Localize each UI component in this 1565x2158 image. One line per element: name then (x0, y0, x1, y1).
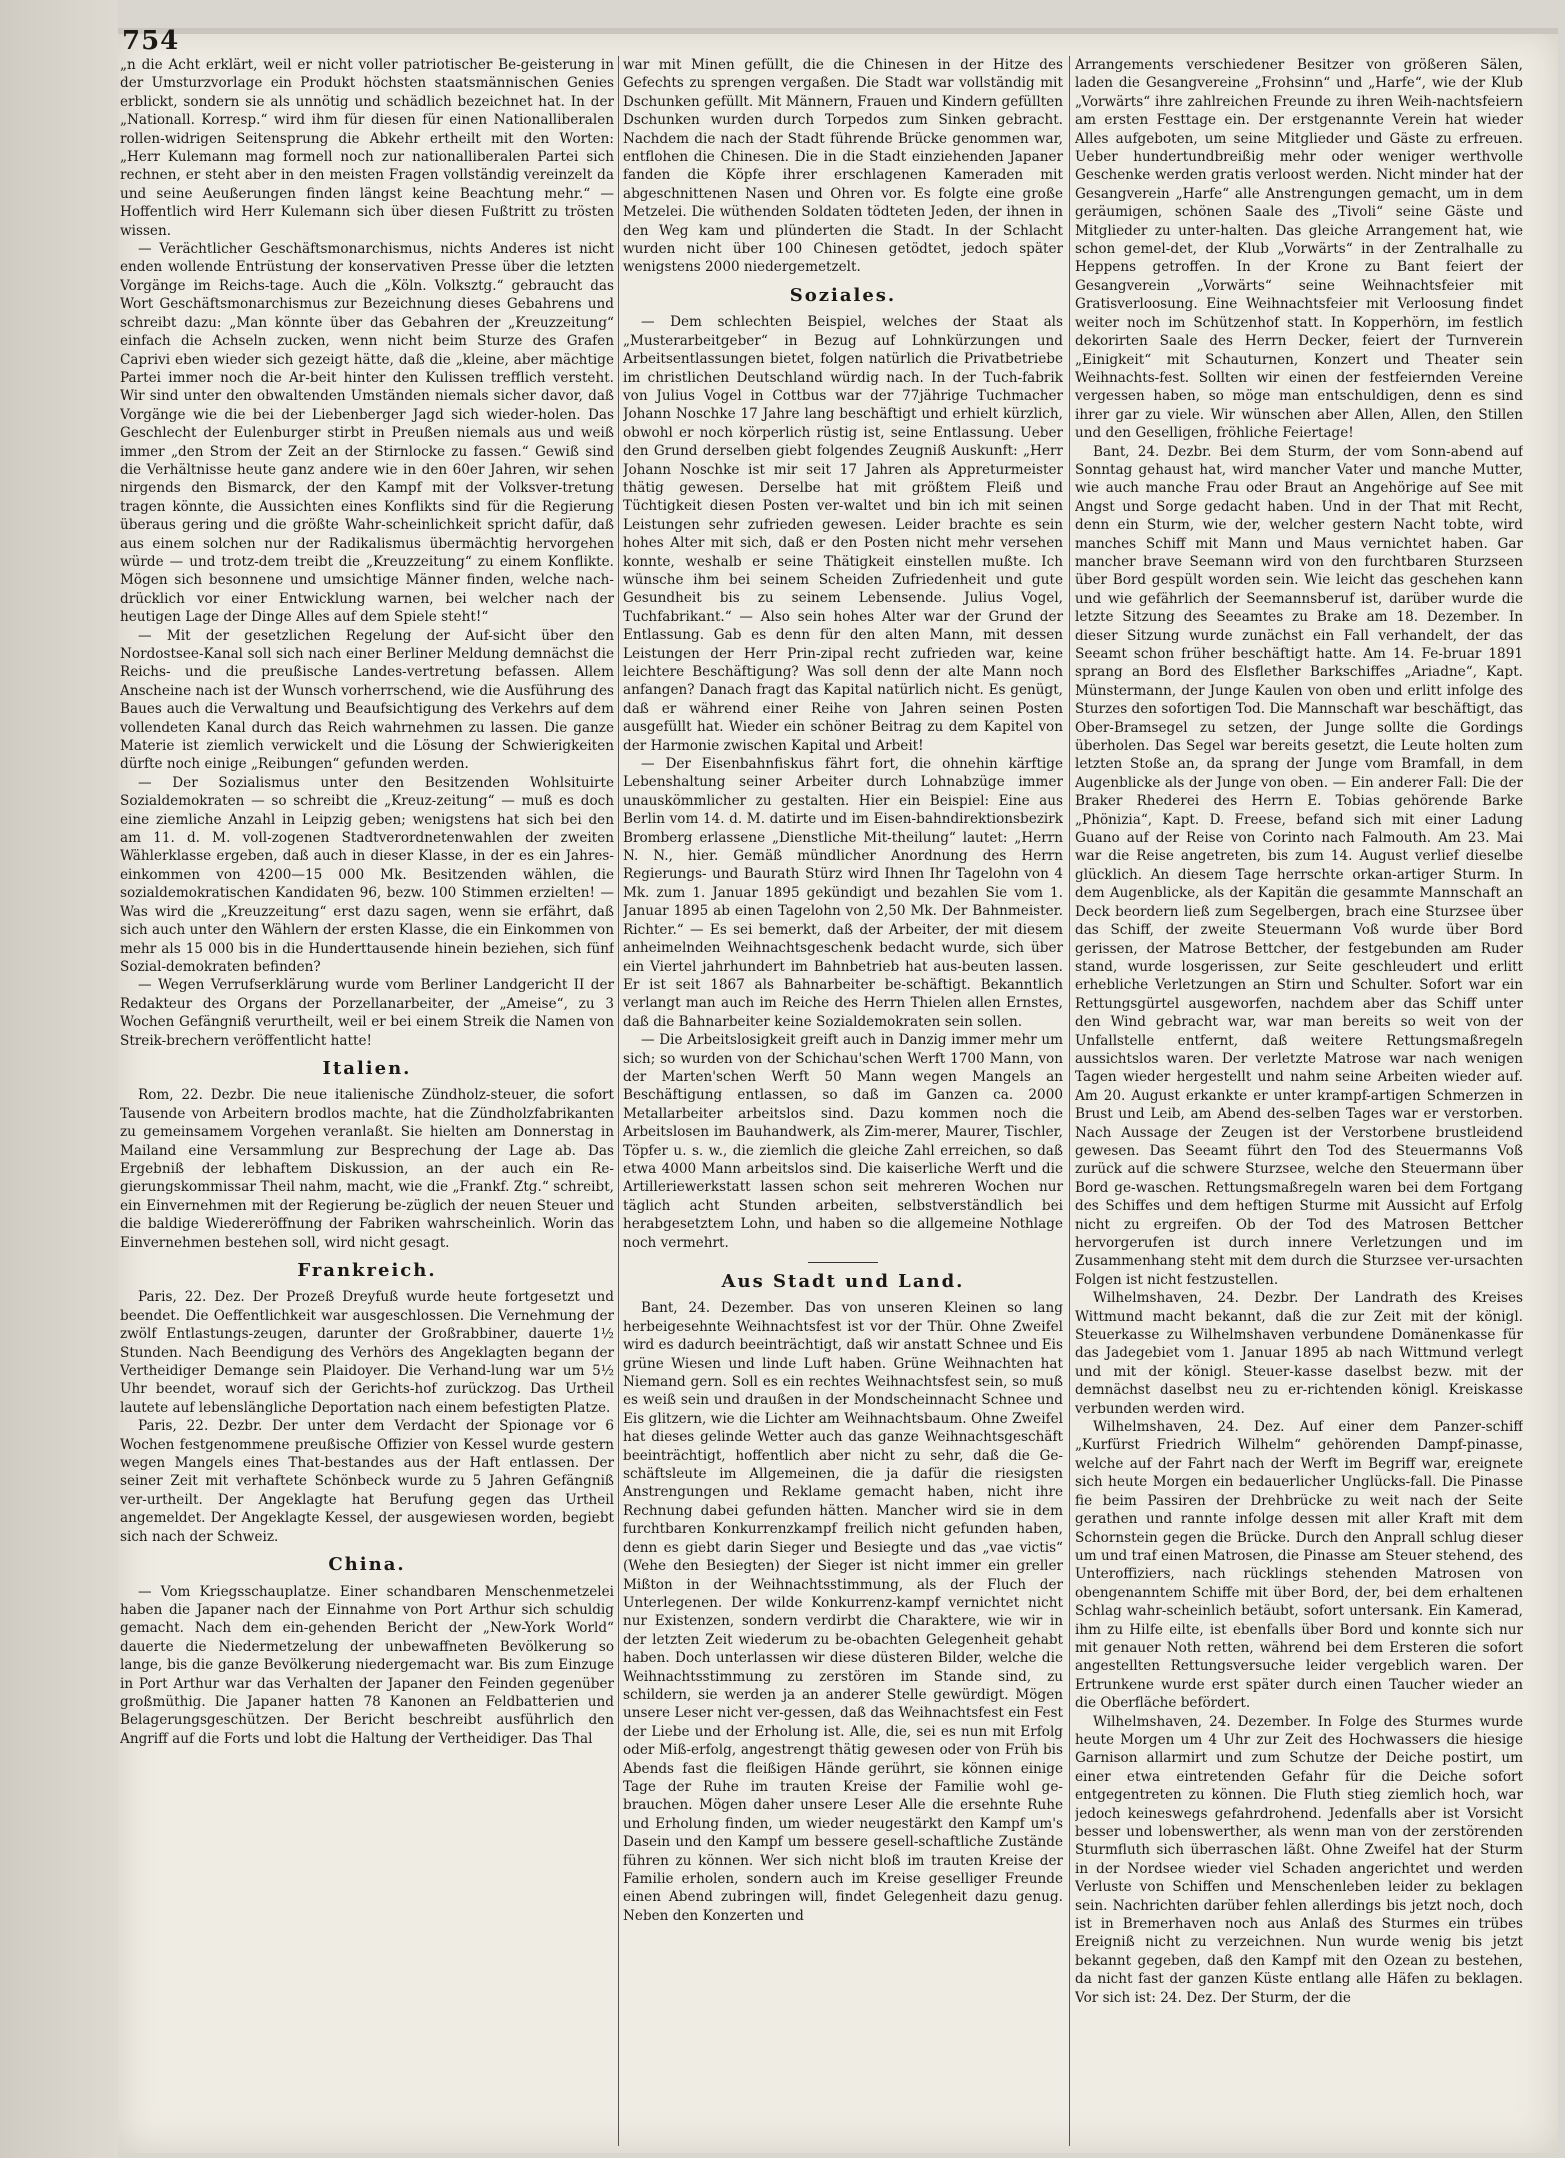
article-paragraph: „n die Acht erklärt, weil er nicht voller patriotischer Be-geisterung in der Umsturzvorlage ein Produkt höchsten staatsmännischen Genies erblickt, sondern sie als unnötig und schädlich bezeichnet hat. In der „Nationall. Korresp.“ wird ihm für diesen für einen Nationalliberalen rollen-widrigen Seitensprung die Abkehr ertheilt mit den Worten: „Herr Kulemann mag formell noch zur nationalliberalen Partei sich rechnen, er steht aber in den meisten Fragen vollständig vereinzelt da und seine Aeußerungen finden längst keine Beachtung mehr.“ — Hoffentlich wird Herr Kulemann sich über diesen Fußtritt zu trösten wissen. (120, 57, 614, 239)
column-3 (1075, 56, 1523, 2146)
section-heading: Frankreich. (297, 1260, 437, 1281)
article-paragraph: — Dem schlechten Beispiel, welches der Staat als „Musterarbeitgeber“ in Bezug auf Lohnkürzungen und Arbeitsentlassungen bietet, folgen natürlich die Privatbetriebe im christlichen Deutschland würdig nach. In der Tuch-fabrik von Julius Vogel in Cottbus war der 77jährige Tuchmacher Johann Noschke 17 Jahre lang beschäftigt und erhielt kürzlich, obwohl er noch körperlich rüstig ist, seine Entlassung. Ueber den Grund derselben giebt folgendes Zeugniß Auskunft: „Herr Johann Noschke ist mir seit 17 Jahren als Appreturmeister thätig gewesen. Derselbe hat mit größtem Fleiß und Tüchtigkeit diesen Posten ver-waltet und bin ich mit seinen Leistungen sehr zufrieden gewesen. Leider brachte es sein hohes Alter mit sich, daß er den Posten nicht mehr versehen konnte, weshalb er seine Thätigkeit einstellen mußte. Ich wünsche ihm bei seinem Scheiden Zufriedenheit und gute Gesundheit bis zu seinem Lebensende. Julius Vogel, Tuchfabrikant.“ — Also sein hohes Alter war der Grund der Entlassung. Gab es denn für den alten Mann, mit dessen Leistungen der Herr Prin-zipal recht zufrieden war, keine leichtere Beschäftigung? Was soll denn der alte Mann noch anfangen? Danach fragt das Kapital natürlich nicht. Es genügt, daß er während einer Reihe von Jahren seinen Posten ausgefüllt hat. Wieder ein schöner Beitrag zu dem Kapitel von der Harmonie zwischen Kapital und Arbeit! (623, 314, 1063, 754)
page-number: 754 (122, 26, 180, 56)
section-separator (808, 1262, 878, 1263)
article-paragraph: Bant, 24. Dezember. Das von unseren Kleinen so lang herbeigesehnte Weihnachtsfest ist vor der Thür. Ohne Zweifel wird es dadurch beeinträchtigt, daß wir anstatt Schnee und Eis grüne Wiesen und linde Luft haben. Grüne Weihnachten hat Niemand gern. Soll es ein rechtes Weihnachtsfest sein, so muß es weiß sein und draußen in der Mondscheinnacht Schnee und Eis glitzern, wie die Lichter am Weihnachtsbaum. Ohne Zweifel hat dieses gelinde Wetter auch das ganze Weihnachtsgeschäft beeinträchtigt, hoffentlich aber nicht zu sehr, daß die Ge-schäftsleute im Allgemeinen, die ja dafür die riesigsten Anstrengungen und Reklame gemacht haben, nicht ihre Rechnung dabei gefunden hätten. Mancher wird sie in dem furchtbaren Konkurrenzkampf freilich nicht gefunden haben, denn es giebt darin Sieger und Besiegte und das „vae victis“ (Wehe den Besiegten) der Sieger ist nicht immer ein greller Mißton in der Weihnachtsstimmung, als der Fluch der Unterlegenen. Der wilde Konkurrenz-kampf vernichtet nicht nur Existenzen, sondern verdirbt die Charaktere, wie wir in der letzten Zeit wiederum zu be-obachten Gelegenheit gehabt haben. Doch unterlassen wir diese düsteren Bilder, welche die Weihnachtsstimmung zu zerstören im Stande sind, zu schildern, sie werden ja an anderer Stelle gewürdigt. Mögen unsere Leser nicht ver-gessen, daß das Weihnachtsfest ein Fest der Liebe und der Erholung ist. Alle, die, sei es nun mit Erfolg oder Miß-erfolg, angestrengt thätig gewesen oder von Früh bis Abends fast die fleißigen Hände gerührt, sie können einige Tage der Ruhe im trauten Kreise der Familie wohl ge-brauchen. Mögen daher unsere Leser Alle die ersehnte Ruhe und Erholung finden, um wieder neugestärkt den Kampf um's Dasein und den Kampf um bessere gesell-schaftliche Zustände führen zu können. Wer sich nicht bloß im trauten Kreise der Familie erholen, sondern auch im Kreise geselliger Freunde einen Abend zubringen will, findet Gelegenheit dazu genug. Neben den Konzerten und (623, 1300, 1063, 1924)
article-paragraph: Rom, 22. Dezbr. Die neue italienische Zündholz-steuer, die sofort Tausende von Arbeitern brodlos machte, hat die Zündholzfabrikanten zu gemeinsamem Vorgehen veranlaßt. Sie hielten am Donnerstag in Mailand eine Versammlung zur Besprechung der Lage ab. Das Ergebniß der lebhaftem Diskussion, an der auch ein Re-gierungskommissar Theil nahm, macht, wie die „Frankf. Ztg.“ schreibt, ein Einvernehmen mit der Regierung be-züglich der neuen Steuer und die baldige Wiedereröffnung der Fabriken wahrscheinlich. Worin das Einvernehmen bestehen soll, wird nicht gesagt. (120, 1087, 614, 1251)
scan-margin (0, 0, 118, 2158)
article-paragraph: — Mit der gesetzlichen Regelung der Auf-sicht über den Nordostsee-Kanal soll sich nach einer Berliner Meldung demnächst die Reichs- und die preußische Landes-vertretung befassen. Allem Anscheine nach ist der Wunsch vorherrschend, wie die Ausführung des Baues auch die Verwaltung und Beaufsichtigung des Verkehrs auf dem vollendeten Kanal durch das Reich wahrnehmen zu lassen. Die ganze Materie ist ziemlich verwickelt und die Lösung der Schwierigkeiten dürfte noch einige „Reibungen“ gefunden werden. (120, 627, 614, 773)
column-divider-1 (618, 56, 619, 2146)
article-paragraph: Wilhelmshaven, 24. Dezember. In Folge des Sturmes wurde heute Morgen um 4 Uhr zur Zeit des Hochwassers die hiesige Garnison allarmirt und zum Schutze der Deiche postirt, um einer etwa eintretenden Gefahr für die Deiche sofort entgegentreten zu können. Die Fluth stieg ziemlich hoch, war jedoch keineswegs gefahrdrohend. Jedenfalls aber ist Vorsicht besser und lobenswerther, als wenn man von der zerstörenden Sturmfluth sich überraschen läßt. Ohne Zweifel hat der Sturm in der Nordsee wieder viel Schaden angerichtet und werden Verluste von Schiffen und Menschenleben leider zu beklagen sein. Nachrichten darüber fehlen allerdings bis jetzt noch, doch ist in Bremerhaven noch aus Anlaß des Sturmes ein trübes Ereigniß nicht zu verzeichnen. Nun wurde wenig bis jetzt bekannt gegeben, daß den Kampf mit den Ozean zu bestehen, da nicht fast der ganzen Küste entlang alle Häfen zu beklagen. Vor sich ist: 24. Dez. Der Sturm, der die (1075, 1713, 1523, 2006)
article-paragraph: — Wegen Verrufserklärung wurde vom Berliner Landgericht II der Redakteur des Organs der Porzellanarbeiter, der „Ameise“, zu 3 Wochen Gefängniß verurtheilt, weil er bei einem Streik die Namen von Streik-brechern veröffentlicht hatte! (120, 977, 614, 1049)
column-1 (120, 56, 614, 2146)
section-heading: Italien. (322, 1057, 412, 1079)
article-paragraph: — Der Sozialismus unter den Besitzenden Wohlsituirte Sozialdemokraten — so schreibt die „Kreuz-zeitung“ — muß es doch eine ziemliche Anzahl in Leipzig geben; wenigstens hat sich bei den am 11. d. M. voll-zogenen Stadtverordnetenwahlen der zweiten Wählerklasse ergeben, daß auch in dieser Klasse, in der es ein Jahres-einkommen von 4200—15 000 Mk. Besitzenden wählen, die sozialdemokratischen Kandidaten 96, bezw. 100 Stimmen erzielten! — Was wird die „Kreuzzeitung“ erst dazu sagen, wenn sie erfährt, daß sich auch unter den Wählern der ersten Klasse, die ein Einkommen von mehr als 15 000 bis in die Hunderttausende hinein beziehen, sich fünf Sozial-demokraten befinden? (120, 774, 614, 975)
section-heading: China. (328, 1554, 406, 1576)
article-paragraph: Paris, 22. Dezbr. Der unter dem Verdacht der Spionage vor 6 Wochen festgenommene preußische Offizier von Kessel wurde gestern wegen Mangels eines That-bestandes aus der Haft entlassen. Der seiner Zeit mit verhaftete Schönbeck wurde zu 5 Jahren Gefängniß ver-urtheilt. Der Angeklagte hat Berufung gegen das Urtheil angemeldet. Der Angeklagte Kessel, der ausgewiesen worden, begiebt sich nach der Schweiz. (120, 1418, 614, 1545)
article-paragraph: Paris, 22. Dez. Der Prozeß Dreyfuß wurde heute fortgesetzt und beendet. Die Oeffentlichkeit war ausgeschlossen. Die Vernehmung der zwölf Entlastungs-zeugen, darunter der Großrabbiner, dauerte 1½ Stunden. Nach Beendigung des Verhörs des Angeklagten begann der Vertheidiger Demange sein Plaidoyer. Die Verhand-lung war um 5½ Uhr beendet, worauf sich der Gerichts-hof zurückzog. Das Urtheil lautete auf lebenslängliche Deportation nach einem befestigten Platze. (120, 1289, 614, 1416)
article-paragraph: — Die Arbeitslosigkeit greift auch in Danzig immer mehr um sich; so wurden von der Schichau'schen Werft 1700 Mann, von der Marten'schen Werft 50 Mann wegen Mangels an Beschäftigung entlassen, so daß im Ganzen ca. 2000 Metallarbeiter arbeitslos sind. Dazu kommen noch die Arbeitslosen im Bauhandwerk, als Zim-merer, Maurer, Tischler, Töpfer u. s. w., die ziemlich die gleiche Zahl erreichen, so daß etwa 4000 Mann arbeitslos sind. Die kaiserliche Werft und die Artilleriewerkstatt lassen schon seit mehreren Wochen nur täglich acht Stunden arbeiten, selbstverständlich bei herabgesetztem Lohn, und haben so die allgemeine Nothlage noch vermehrt. (623, 1032, 1063, 1251)
article-paragraph: war mit Minen gefüllt, die die Chinesen in der Hitze des Gefechts zu sprengen vergaßen. Die Stadt war vollständig mit Dschunken gefüllt. Mit Männern, Frauen und Kindern gefüllten Dschunken wurden durch Torpedos zum Sinken gebracht. Nachdem die nach der Stadt führende Brücke genommen war, entflohen die Chinesen. Die in die Stadt einziehenden Japaner fanden die Köpfe ihrer erschlagenen Kameraden mit abgeschnittenen Nasen und Ohren vor. Es folgte eine große Metzelei. Die wüthenden Soldaten tödteten Jeden, der ihnen in den Weg kam und plünderten die Stadt. In der Schlacht wurden nicht über 100 Chinesen getödtet, jedoch später wenigstens 2000 niedergemetzelt. (623, 57, 1063, 276)
article-paragraph: — Der Eisenbahnfiskus fährt fort, die ohnehin kärftige Lebenshaltung seiner Arbeiter durch Lohnabzüge immer unauskömmlicher zu gestalten. Hier ein Beispiel: Eine aus Berlin vom 14. d. M. datirte und im Eisen-bahndirektionsbezirk Bromberg erlassene „Dienstliche Mit-theilung“ lautet: „Herrn N. N., hier. Gemäß mündlicher Anordnung des Herrn Regierungs- und Baurath Stürz wird Ihnen Ihr Tagelohn von 4 Mk. zum 1. Januar 1895 gekündigt und bezahlen Sie vom 1. Januar 1895 ab einen Tagelohn von 2,50 Mk. Der Bahnmeister. Richter.“ — Es sei bemerkt, daß der Arbeiter, der mit diesem anheimelnden Weihnachtsgeschenk bedacht wurde, sich über ein Viertel jahrhundert im Bahnbetrieb hat aus-beuten lassen. Er ist seit 1867 als Bahnarbeiter be-schäftigt. Bekanntlich verlangt man auch im Reiche des Herrn Thielen allen Ernstes, daß die Bahnarbeiter keine Sozialdemokraten sein sollen. (623, 756, 1063, 1030)
column-divider-2 (1069, 56, 1070, 2146)
column-2 (623, 56, 1063, 2146)
section-heading: Aus Stadt und Land. (721, 1271, 965, 1292)
article-paragraph: — Verächtlicher Geschäftsmonarchismus, nichts Anderes ist nicht enden wollende Entrüstung der konservativen Presse über die letzten Vorgänge im Reichs-tage. Auch die „Köln. Volksztg.“ gebraucht das Wort Geschäftsmonarchismus zur Bezeichnung dieses Gebahrens und schreibt dazu: „Man könnte über das Gebahren der „Kreuzzeitung“ einfach die Achseln zucken, wenn nicht beim Sturze des Grafen Caprivi eben wieder sich gezeigt hätte, daß die „kleine, aber mächtige Partei immer noch die Ar-beit hinter den Kulissen trefflich versteht. Wir sind unter den obwaltenden Umständen niemals sicher davor, daß Vorgänge wie die bei der Liebenberger Jagd sich wieder-holen. Das Geschlecht der Eulenburger stirbt in Preußen niemals aus und weiß immer „den Strom der Zeit an der Stirnlocke zu fassen.“ Gewiß sind die Verhältnisse heute ganz andere wie in den 60er Jahren, wir sehen nirgends den Bismarck, der den Kampf mit der Volksver-tretung tragen könnte, die Aussichten eines Konflikts sind für die Regierung überaus gering und die größte Wahr-scheinlichkeit spricht dafür, daß aus einem solchen nur der Radikalismus übermächtig hervorgehen würde — und trotz-dem treibt die „Kreuzzeitung“ zu einem Konflikte. Mögen sich besonnene und umsichtige Männer finden, welche nach-drücklich vor einer Entwicklung warnen, bei welcher nach der heutigen Lage der Dinge Alles auf dem Spiele steht!“ (120, 241, 614, 626)
article-paragraph: Arrangements verschiedener Besitzer von größeren Sälen, laden die Gesangvereine „Frohsinn“ und „Harfe“, wie der Klub „Vorwärts“ ihre zahlreichen Freunde zu ihren Weih-nachtsfeiern am ersten Festtage ein. Der erstgenannte Verein hat wieder Alles aufgeboten, um seine Mitglieder und Gäste zu erfreuen. Ueber hundertundbreißig mehr oder weniger werthvolle Geschenke werden gratis verloost werden. Nicht minder hat der Gesangverein „Harfe“ alle Anstrengungen gemacht, um in dem geräumigen, schönen Saale des „Tivoli“ seine Gäste und Mitglieder zu unter-halten. Das gleiche Arrangement hat, wie schon gemel-det, der Klub „Vorwärts“ in der Zentralhalle zu Heppens getroffen. In der Krone zu Bant feiert der Gesangverein „Vorwärts“ seine Weihnachtsfeier mit Gratisverloosung. Eine Weihnachtsfeier mit Verloosung findet weiter noch im Schützenhof statt. In Kopperhörn, im festlich dekorirten Saale des Herrn Decker, feiert der Turnverein „Einigkeit“ mit Schauturnen, Konzert und Theater sein Weihnachts-fest. Sollten wir einen der festfeiernden Vereine vergessen haben, so möge man entschuldigen, denn es sind ihrer gar zu viele. Wir wünschen aber Allen, Allen, den Stillen und den Geselligen, fröhliche Feiertage! (1075, 57, 1523, 442)
article-paragraph: Wilhelmshaven, 24. Dez. Auf einer dem Panzer-schiff „Kurfürst Friedrich Wilhelm“ gehörenden Dampf-pinasse, welche auf der Fahrt nach der Werft im Begriff war, ereignete sich heute Morgen ein bedauerlicher Unglücks-fall. Die Pinasse fie beim Passiren der Drehbrücke zu weit nach der Seite gerathen und rannte infolge dessen mit aller Kraft mit dem Schornstein gegen die Brücke. Durch den Anprall schlug dieser um und traf einen Matrosen, die Pinasse am Steuer stehend, des Unteroffiziers, nach rücklings stehenden Matrosen von obengenanntem Schiffe mit über Bord, der, bei dem erhaltenen Schlag wahr-scheinlich betäubt, sofort untersank. Ein Kamerad, ihm zu Hilfe eilte, ist ebenfalls über Bord und konnte sich nur mit genauer Noth retten, während bei dem Ersteren die sofort angestellten Rettungsversuche leider vergeblich waren. Der Ertrunkene wurde erst später durch einen Taucher wieder an die Oberfläche befördert. (1075, 1419, 1523, 1712)
page-top-edge (118, 28, 1558, 34)
article-paragraph: Wilhelmshaven, 24. Dezbr. Der Landrath des Kreises Wittmund macht bekannt, daß die zur Zeit mit der königl. Steuerkasse zu Wilhelmshaven verbundene Domänenkasse für das Jadegebiet vom 1. Januar 1895 ab nach Wittmund verlegt und mit der königl. Steuer-kasse daselbst bezw. mit der demnächst daselbst neu zu er-richtenden königl. Kreiskasse verbunden werden wird. (1075, 1290, 1523, 1417)
section-heading: Soziales. (789, 284, 897, 306)
article-paragraph: Bant, 24. Dezbr. Bei dem Sturm, der vom Sonn-abend auf Sonntag gehaust hat, wird mancher Vater und manche Mutter, wie auch manche Frau oder Braut an Angehörige auf See mit Angst und Sorge gedacht haben. Und in der That mit Recht, denn ein Sturm, wie der, welcher gestern Nacht tobte, wird manches Schiff mit Mann und Maus vernichtet haben. Gar mancher brave Seemann wird von den furchtbaren Sturzseen über Bord gespült worden sein. Wie leicht das geschehen kann und wie gefährlich der Seemannsberuf ist, darüber wurde die letzte Sitzung des Seeamtes zu Brake am 18. Dezember. In dieser Sitzung wurde zunächst ein Fall verhandelt, der das Seeamt schon früher beschäftigt hatte. Am 14. Fe-bruar 1891 sprang an Bord des Elsflether Barkschiffes „Ariadne“, Kapt. Münstermann, der Junge Kaulen von oben und erlitt infolge des Sturzes den sofortigen Tod. Die Mannschaft war beschäftigt, das Ober-Bramsegel zu setzen, der Junge sollte die Gordings überholen. Das Segel war bereits gesetzt, die Leute holten zum letzten Stoße an, da sprang der Junge vom Bramfall, in dem Augenblicke als der Junge von oben. — Ein anderer Fall: Die der Braker Rhederei des Herrn E. Tobias gehörende Barke „Phönizia“, Kapt. D. Freese, befand sich mit einer Ladung Guano auf der Reise von Corinto nach Falmouth. Am 23. Mai war die Reise angetreten, bis zum 14. August verlief dieselbe glücklich. An diesem Tage herrschte orkan-artiger Sturm. In dem Augenblicke, als der Kapitän die gesammte Mannschaft an Deck beordern ließ zum Segelbergen, brach eine Sturzsee über das Schiff, der zweite Steuermann Voß wurde über Bord gerissen, der Matrose Bettcher, der festgebunden am Ruder stand, wurde losgerissen, zur Seite geschleudert und erlitt erhebliche Verletzungen an Stirn und Schulter. Sofort war ein Rettungsgürtel ausgeworfen, nachdem aber das Schiff unter den Wind gebracht war, war man bereits so weit von der Unfallstelle entfernt, daß weitere Rettungsmaßregeln aussichtslos waren. Der verletzte Matrose war nach wenigen Tagen wieder hergestellt und nahm seine Arbeiten wieder auf. Am 20. August erkankte er unter krampf-artigen Schmerzen in Brust und Leib, am Abend des-selben Tages war er verstorben. Nach Aussage der Zeugen ist der Verstorbene brustleidend gewesen. Das Seeamt führt den Tod des Steuermanns Voß zurück auf die schwere Sturzsee, welche den Steuermann über Bord ge-waschen. Rettungsmaßregeln waren bei dem Fortgang des Schiffes und dem heftigen Sturme mit Aussicht auf Erfolg nicht zu ergreifen. Ob der Tod des Matrosen Bettcher hervorgerufen ist durch innere Verletzungen und im Zusammenhang steht mit dem durch die Sturzsee ver-ursachten Folgen ist nicht festzustellen. (1075, 443, 1523, 1288)
article-paragraph: — Vom Kriegsschauplatze. Einer schandbaren Menschenmetzelei haben die Japaner nach der Einnahme von Port Arthur sich schuldig gemacht. Nach dem ein-gehenden Bericht der „New-York World“ dauerte die Niedermetzelung der unbewaffneten Bevölkerung so lange, bis die ganze Bevölkerung niedergemacht war. Bis zum Einzuge in Port Arthur war das Verhalten der Japaner den Feinden gegenüber großmüthig. Die Japaner hatten 78 Kanonen an Feldbatterien und Belagerungsgeschützen. Der Bericht beschreibt ausführlich den Angriff auf die Forts und lobt die Haltung der Vertheidiger. Das Thal (120, 1583, 614, 1747)
